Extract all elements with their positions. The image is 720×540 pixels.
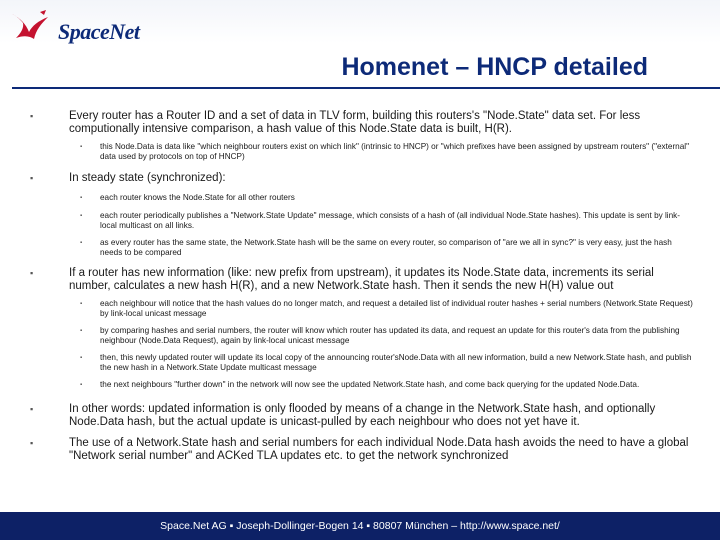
sub-bullet-text: each router knows the Node.State for all other routers: [100, 193, 295, 202]
sub-bullet-icon: ▪: [80, 195, 83, 201]
list-item: [0, 267, 720, 390]
sub-bullet-icon: ▪: [80, 301, 83, 307]
bullet-text: The use of a Network.State hash and serial numbers for each individual Node.Data hash avoids the need to have a global "Network serial number" and ACKed TLA updates etc. to get the network synchronized: [69, 437, 689, 462]
bullet-icon: ▪: [30, 173, 34, 183]
sub-bullet-icon: ▪: [80, 213, 83, 219]
sub-bullet-text: this Node.Data is data like "which neighbour routers exist on which link" (intrinsic to HNCP) or "which prefixes have been assigned by upstream routers" ("external" data used by protocols on top of HNCP): [100, 142, 690, 161]
list-item: [0, 437, 720, 463]
page-title: Homenet – HNCP detailed: [341, 53, 648, 81]
sub-bullet-text: each neighbour will notice that the hash values do no longer match, and request a detailed list of individual router hashes + serial numbers (Network.State Request) by link-local unicast message: [100, 299, 693, 318]
bullet-icon: ▪: [30, 404, 34, 414]
bullet-text: In steady state (synchronized):: [69, 172, 226, 184]
footer-bar: [0, 512, 720, 540]
sub-bullet-text: then, this newly updated router will update its local copy of the announcing router'sNode.Data with all new information, build a new Network.State hash, and publish the new hash in a Network.State Update multicast message: [100, 353, 692, 372]
spacenet-logo: [10, 8, 180, 46]
sub-bullet-text: each router periodically publishes a "Network.State Update" message, which consists of a hash of (all individual Node.State hashes). This update is sent by link-local multicast on all links.: [100, 211, 681, 230]
bird-logo-icon: [10, 8, 56, 46]
sub-bullet-icon: ▪: [80, 240, 83, 246]
bullet-text: Every router has a Router ID and a set of data in TLV form, building this routers's "Node.State" data set. For less computionally intensive comparison, a hash value of this Node.State data is built, H(R).: [69, 110, 641, 135]
bullet-icon: ▪: [30, 438, 34, 448]
sub-bullet-icon: ▪: [80, 355, 83, 361]
sub-bullet-text: as every router has the same state, the Network.State hash will be the same on every router, so comparison of "are we all in sync?" is very easy, just the hash needs to be compared: [100, 238, 672, 257]
sub-bullet-text: by comparing hashes and serial numbers, the router will know which router has updated its data, and request an update for this router's data from the publishing neighbour (Node.Data Request), again by link-local unicast message: [100, 326, 680, 345]
title-divider: [12, 87, 720, 89]
bullet-icon: ▪: [30, 111, 34, 121]
list-item: [0, 110, 720, 162]
sub-bullet-text: the next neighbours "further down" in the network will now see the updated Network.State hash, and come back querying for the updated Node.Data.: [100, 380, 640, 389]
list-item: [0, 403, 720, 429]
logo-text: SpaceNet: [58, 19, 140, 44]
bullet-text: If a router has new information (like: new prefix from upstream), it updates its Node.State data, increments its serial number, calculates a new hash H(R), and a new Network.State hash. Then it sends the new H(H) value out: [69, 267, 654, 292]
bullet-content: [0, 110, 720, 463]
sub-bullet-icon: ▪: [80, 382, 83, 388]
bullet-icon: ▪: [30, 268, 34, 278]
sub-bullet-icon: ▪: [80, 328, 83, 334]
bullet-text: In other words: updated information is only flooded by means of a change in the Network.State hash, and optionally Node.Data hash, but the actual update is unicast-pulled by each neighbour who does not yet have it.: [69, 403, 656, 428]
sub-bullet-icon: ▪: [80, 144, 83, 150]
footer-text: Space.Net AG ▪ Joseph-Dollinger-Bogen 14 ▪ 80807 München – http://www.space.net/: [160, 520, 560, 532]
list-item: [0, 172, 720, 258]
